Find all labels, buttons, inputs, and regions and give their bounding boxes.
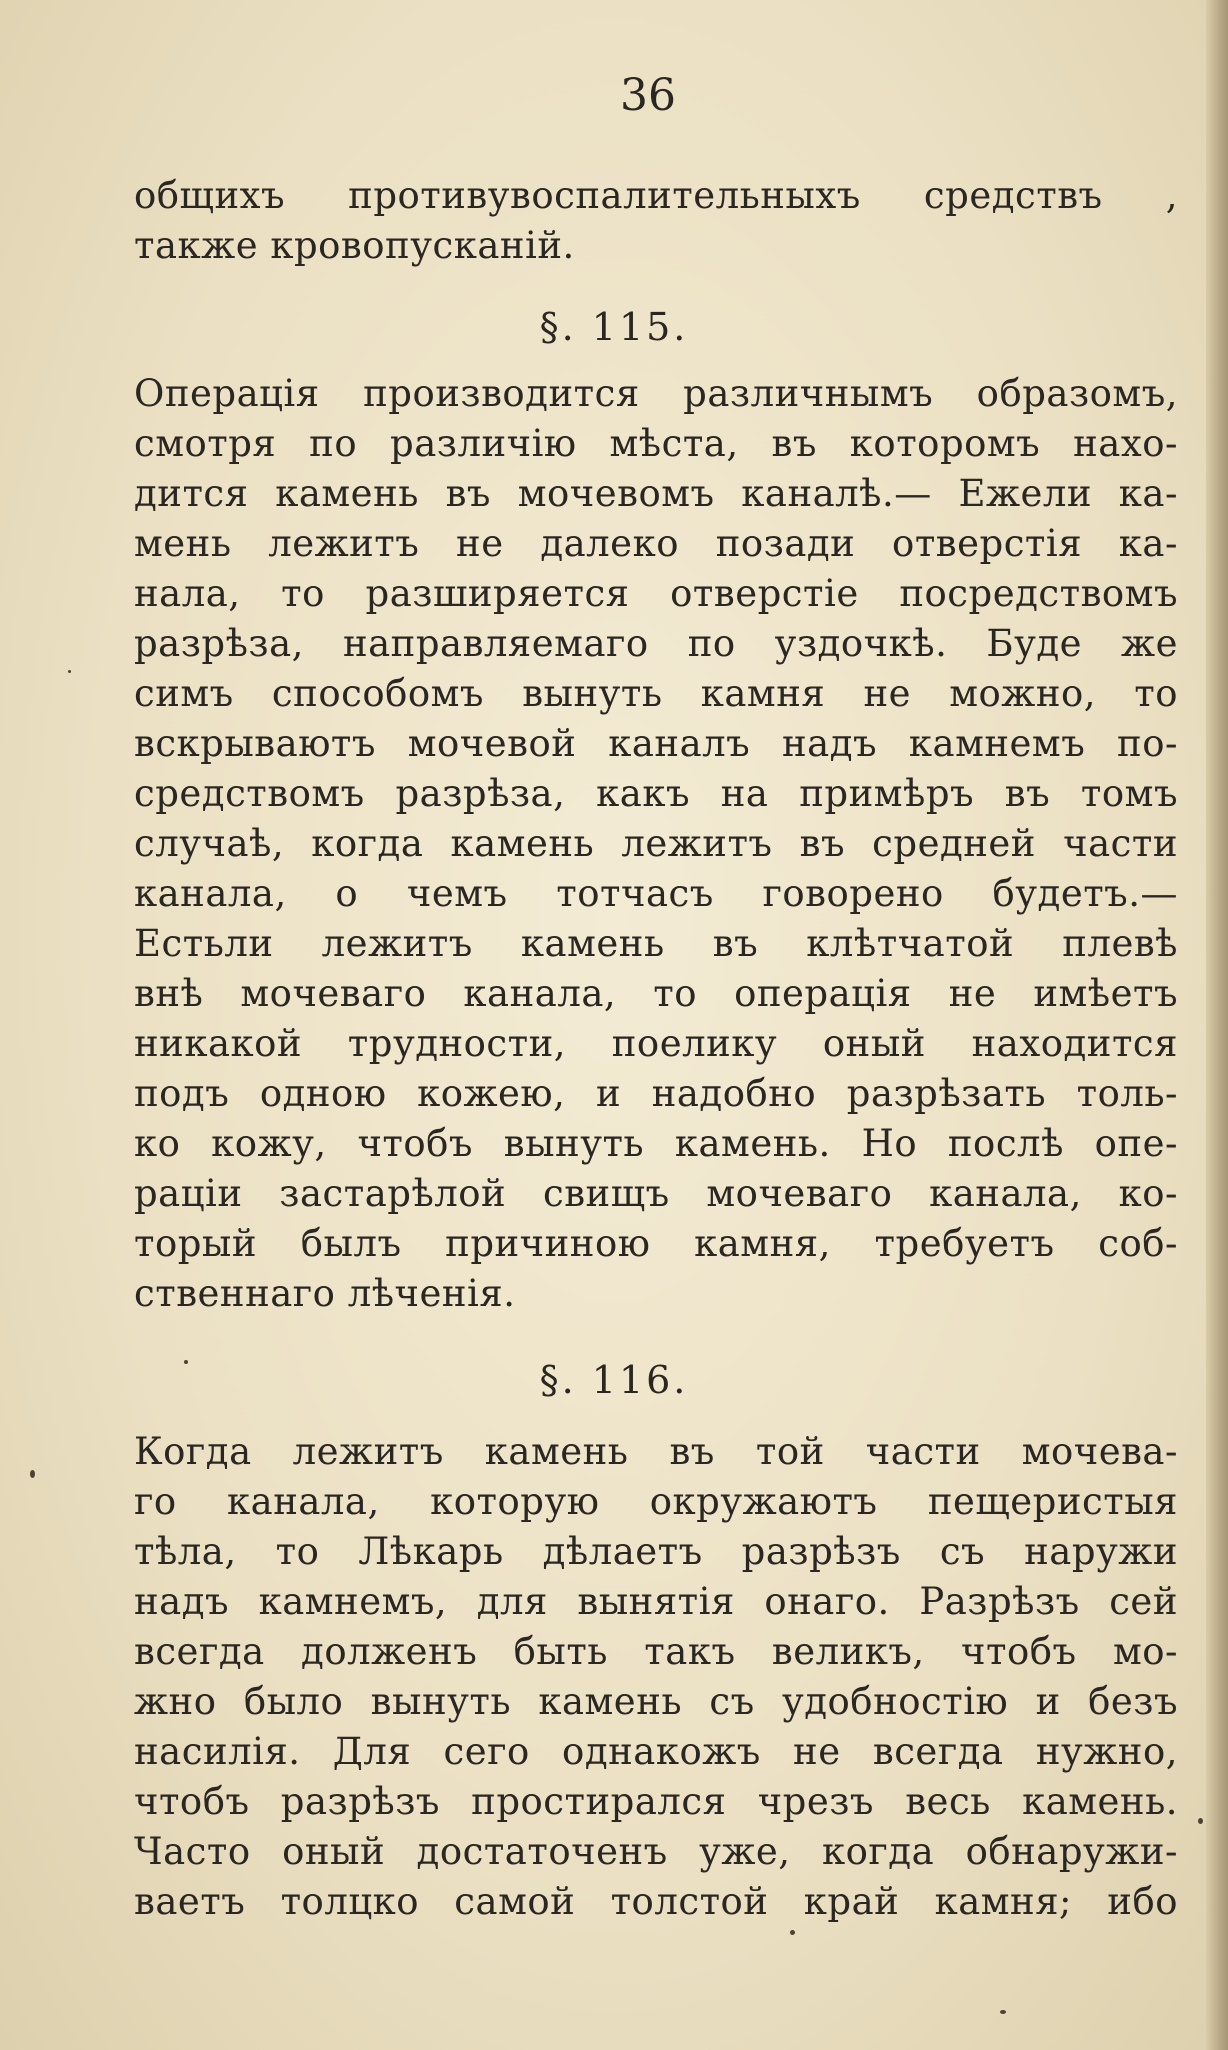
paper-speck bbox=[184, 1360, 188, 1364]
text-line: дится камень въ мочевомъ каналѣ.— Ежели ка- bbox=[134, 472, 1178, 515]
text-line: канала, о чемъ тотчасъ говорено будетъ.— bbox=[134, 872, 1178, 915]
paper-speck bbox=[30, 1470, 35, 1478]
paper-speck bbox=[790, 1930, 795, 1935]
text-line: Операція производится различнымъ образомъ, bbox=[134, 372, 1178, 415]
text-line: торый былъ причиною камня, требуетъ соб- bbox=[134, 1222, 1178, 1265]
text-line: ко кожу, чтобъ вынуть камень. Но послѣ опе- bbox=[134, 1122, 1178, 1165]
paper-speck bbox=[1000, 2010, 1006, 2014]
section-heading-115: §. 115. bbox=[539, 305, 689, 349]
text-line: надъ камнемъ, для вынятія онаго. Разрѣзъ сей bbox=[134, 1580, 1178, 1623]
text-line: также кровопусканій. bbox=[134, 224, 575, 267]
section-heading-116: §. 116. bbox=[539, 1358, 689, 1402]
text-line: общихъ противувоспалительныхъ средствъ , bbox=[134, 174, 1178, 217]
text-line: чтобъ разрѣзъ простирался чрезъ весь камень. bbox=[134, 1780, 1178, 1823]
paper-speck bbox=[68, 670, 71, 673]
text-line: насилія. Для сего однакожъ не всегда нужно, bbox=[134, 1730, 1178, 1773]
text-line: симъ способомъ вынуть камня не можно, то bbox=[134, 672, 1178, 715]
text-line: го канала, которую окружаютъ пещеристыя bbox=[134, 1480, 1178, 1523]
text-line: никакой трудности, поелику оный находится bbox=[134, 1022, 1178, 1065]
text-line: внѣ мочеваго канала, то операція не имѣетъ bbox=[134, 972, 1178, 1015]
text-line: подъ одною кожею, и надобно разрѣзать толь- bbox=[134, 1072, 1178, 1115]
text-line: смотря по различію мѣста, въ которомъ нахо- bbox=[134, 422, 1178, 465]
text-line: Когда лежитъ камень въ той части мочева- bbox=[134, 1430, 1178, 1473]
text-line: средствомъ разрѣза, какъ на примѣръ въ томъ bbox=[134, 772, 1178, 815]
text-line: случаѣ, когда камень лежитъ въ средней части bbox=[134, 822, 1178, 865]
text-line: Естьли лежитъ камень въ клѣтчатой плевѣ bbox=[134, 922, 1178, 965]
text-line: мень лежитъ не далеко позади отверстія ка- bbox=[134, 522, 1178, 565]
paper-speck bbox=[1198, 1818, 1203, 1824]
text-line: раціи застарѣлой свищъ мочеваго канала, ко- bbox=[134, 1172, 1178, 1215]
text-line: нала, то разширяется отверстіе посредствомъ bbox=[134, 572, 1178, 615]
text-line: разрѣза, направляемаго по уздочкѣ. Буде же bbox=[134, 622, 1178, 665]
text-line: ственнаго лѣченія. bbox=[134, 1272, 516, 1315]
text-line: тѣла, то Лѣкарь дѣлаетъ разрѣзъ съ наружи bbox=[134, 1530, 1178, 1573]
text-line: всегда долженъ быть такъ великъ, чтобъ мо- bbox=[134, 1630, 1178, 1673]
text-line: ваетъ толцко самой толстой край камня; ибо bbox=[134, 1880, 1178, 1923]
page-number: 36 bbox=[620, 70, 676, 121]
text-line: вскрываютъ мочевой каналъ надъ камнемъ по- bbox=[134, 722, 1178, 765]
text-line: Часто оный достаточенъ уже, когда обнаружи- bbox=[134, 1830, 1178, 1873]
text-line: жно было вынуть камень съ удобностію и безъ bbox=[134, 1680, 1178, 1723]
